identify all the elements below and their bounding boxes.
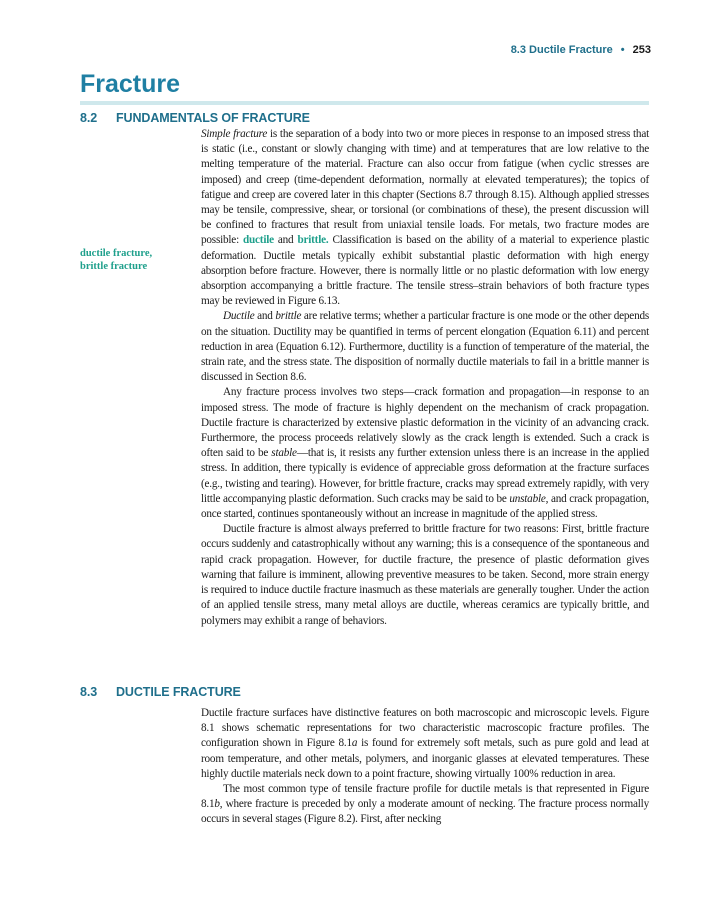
- section-number: 8.2: [80, 111, 98, 125]
- key-term-brittle: brittle.: [297, 234, 329, 247]
- margin-glossary-note: [80, 248, 190, 273]
- key-term-ductile: ductile: [242, 234, 274, 247]
- paragraph: The most common type of tensile fracture profile for ductile metals is that represented in Figure 8.1b, where fracture is preceded by only a moderate amount of necking. The fracture process normally occurs in several stages (Figure 8.2). First, after necking: [201, 783, 649, 826]
- section-8-2-body: [201, 127, 649, 629]
- section-8-3-body: [201, 706, 649, 828]
- paragraph: Ductile and brittle are relative terms; whether a particular fracture is one mode or the other depends on the situation. Ductility may be quantified in terms of percent elongation (Equation 6.11) and percent reduction in area (Equation 6.12). Furthermore, ductility is a function of temperature of the material, the strain rate, and the stress state. The disposition of normally ductile materials to fail in a brittle manner is discussed in Section 8.6.: [201, 310, 650, 384]
- chapter-title: Fracture: [80, 70, 181, 98]
- running-head-separator: •: [620, 44, 625, 56]
- section-heading-8-2: [80, 111, 310, 125]
- section-title: DUCTILE FRACTURE: [116, 685, 241, 699]
- running-head: [511, 44, 651, 56]
- paragraph: Ductile fracture surfaces have distinctive features on both macroscopic and microscopic levels. Figure 8.1 shows schematic representations for two characteristic macroscopic fracture profiles. The configuration shown in Figure 8.1a is found for extremely soft metals, such as pure gold and lead at room temperature, and other metals, polymers, and inorganic glasses at elevated temperatures. These highly ductile materials neck down to a point fracture, showing virtually 100% reduction in area.: [201, 707, 650, 780]
- chapter-title-rule: [80, 101, 649, 105]
- running-head-section: 8.3 Ductile Fracture: [510, 44, 613, 56]
- section-heading-8-3: [80, 685, 241, 699]
- page-number: 253: [632, 44, 651, 56]
- margin-term-ductile: ductile fracture,: [80, 248, 153, 259]
- paragraph: Simple fracture is the separation of a body into two or more pieces in response to an imposed stress that is static (i.e., constant or slowly changing with time) and at temperatures that are low relative to the melting temperature of the material. Fracture can also occur from fatigue (when cyclic stresses are imposed) and creep (time-dependent deformation, normally at elevated temperatures); the topics of fatigue and creep are covered later in this chapter (Sections 8.7 through 8.15). Although applied stresses may be tensile, compressive, shear, or torsional (or combinations of these), the present discussion will be confined to fractures that result from uniaxial tensile loads. For metals, two fracture modes are possible: ductile and brittle. Classification is based on the ability of a material to experience plastic deformation. Ductile metals typically exhibit substantial plastic deformation with high energy absorption before fracture. However, there is normally little or no plastic deformation with low energy absorption accompanying a brittle fracture. The tensile stress–strain behaviors of both fracture types may be reviewed in Figure 6.13.: [201, 128, 649, 308]
- section-title: FUNDAMENTALS OF FRACTURE: [116, 111, 310, 125]
- margin-term-brittle: brittle fracture: [80, 260, 148, 272]
- section-number: 8.3: [80, 685, 98, 699]
- paragraph: Ductile fracture is almost always preferred to brittle fracture for two reasons: First, brittle fracture occurs suddenly and catastrophically without any warning; this is a consequence of the spontaneous and rapid crack propagation. However, for ductile fracture, the presence of plastic deformation gives warning that failure is imminent, allowing preventive measures to be taken. Second, more strain energy is required to induce ductile fracture inasmuch as these materials are generally tougher. Under the action of an applied tensile stress, many metal alloys are ductile, whereas ceramics are typically brittle, and polymers may exhibit a range of behaviors.: [201, 523, 649, 627]
- paragraph: Any fracture process involves two steps—crack formation and propagation—in response to an imposed stress. The mode of fracture is highly dependent on the mechanism of crack propagation. Ductile fracture is characterized by extensive plastic deformation in the vicinity of an advancing crack. Furthermore, the process proceeds relatively slowly as the crack length is extended. Such a crack is often said to be stable—that is, it resists any further extension unless there is an increase in the applied stress. In addition, there typically is evidence of appreciable gross deformation at the fracture surfaces (e.g., twisting and tearing). However, for brittle fracture, cracks may spread extremely rapidly, with very little accompanying plastic deformation. Such cracks may be said to be unstable, and crack propagation, once started, continues spontaneously without an increase in magnitude of the applied stress.: [201, 386, 649, 521]
- italic-term: Simple fracture: [201, 128, 268, 140]
